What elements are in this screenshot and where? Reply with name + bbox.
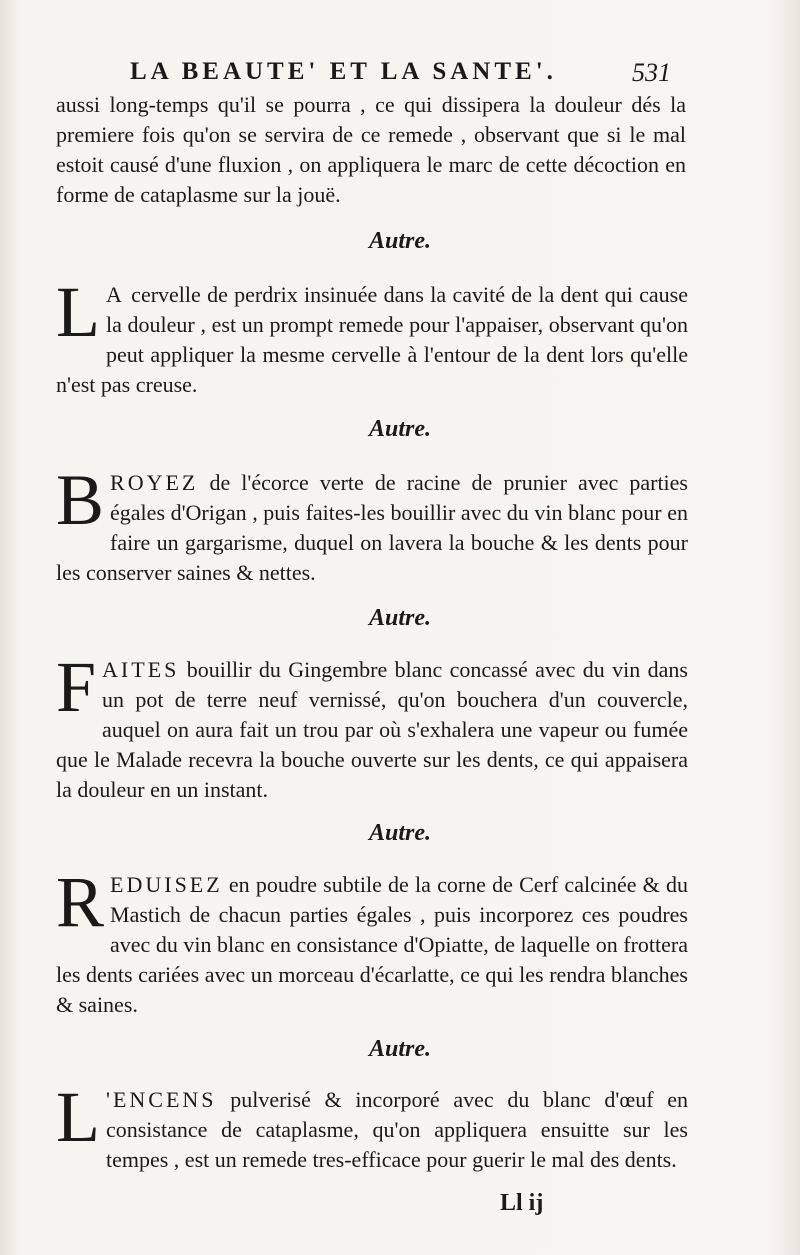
- recipe-text: en poudre subtile de la corne de Cerf calcinée & du Mastich de chacun parties égales , puis incorporez ces poudres avec du vin blanc en consistance d'Opiatte, de laquelle on frottera les dents cariées avec un morceau d'écarlatte, ce qui les rendra blanches & saines.: [56, 872, 688, 1017]
- recipe-text: pulverisé & incorporé avec du blanc d'œuf en consistance de cataplasme, qu'on appliquera ensuitte sur les tempes , est un remede tres-efficace pour guerir le mal des dents.: [105, 1087, 688, 1172]
- recipe-paragraph: [56, 272, 688, 400]
- lead-word: EDUISEZ: [110, 872, 223, 897]
- section-heading: Autre.: [368, 228, 431, 254]
- drop-cap: B: [56, 460, 105, 540]
- section-heading: Autre.: [368, 416, 431, 442]
- recipe-paragraph: [56, 862, 688, 1020]
- recipe-text: cervelle de perdrix insinuée dans la cavité de la dent qui cause la douleur , est un prompt remede pour l'appaiser, observant qu'on peut appliquer la mesme cervelle à l'entour de la dent lors qu'elle n'est pas creuse.: [56, 282, 688, 397]
- lead-word: 'ENCENS: [105, 1087, 217, 1112]
- recipe-paragraph: [56, 460, 688, 588]
- running-title: LA BEAUTE' ET LA SANTE'.: [130, 58, 557, 85]
- drop-cap: L: [56, 272, 100, 352]
- drop-cap: L: [56, 1077, 100, 1157]
- signature-mark: Ll ij: [500, 1190, 544, 1216]
- page-number: 531: [632, 58, 671, 87]
- section-heading: Autre.: [368, 605, 431, 631]
- recipe-text: bouillir du Gingembre blanc concassé avec du vin dans un pot de terre neuf vernissé, qu'on bouchera d'un couvercle, auquel on aura fait un trou par où s'exhalera une vapeur ou fumée que le Malade recevra la bouche ouverte sur les dents, ce qui appaisera la douleur en un instant.: [56, 657, 688, 802]
- section-heading: Autre.: [368, 820, 431, 846]
- lead-word: A: [105, 282, 125, 307]
- recipe-text: de l'écorce verte de racine de prunier avec parties égales d'Origan , puis faites-les bouillir avec du vin blanc pour en faire un gargarisme, duquel on lavera la bouche & les dents pour les conserver saines & nettes.: [56, 470, 688, 585]
- continuation-paragraph: aussi long-temps qu'il se pourra , ce qui dissipera la douleur dés la premiere fois qu'on se servira de ce remede , observant que si le mal estoit causé d'une fluxion , on appliquera le marc de cette décoction en forme de cataplasme sur la jouë.: [56, 92, 686, 207]
- lead-word: AITES: [102, 657, 180, 682]
- drop-cap: R: [56, 862, 105, 942]
- drop-cap: F: [56, 647, 97, 727]
- section-heading: Autre.: [368, 1036, 431, 1062]
- lead-word: ROYEZ: [110, 470, 199, 495]
- recipe-paragraph: [56, 647, 688, 805]
- recipe-paragraph: [56, 1077, 688, 1175]
